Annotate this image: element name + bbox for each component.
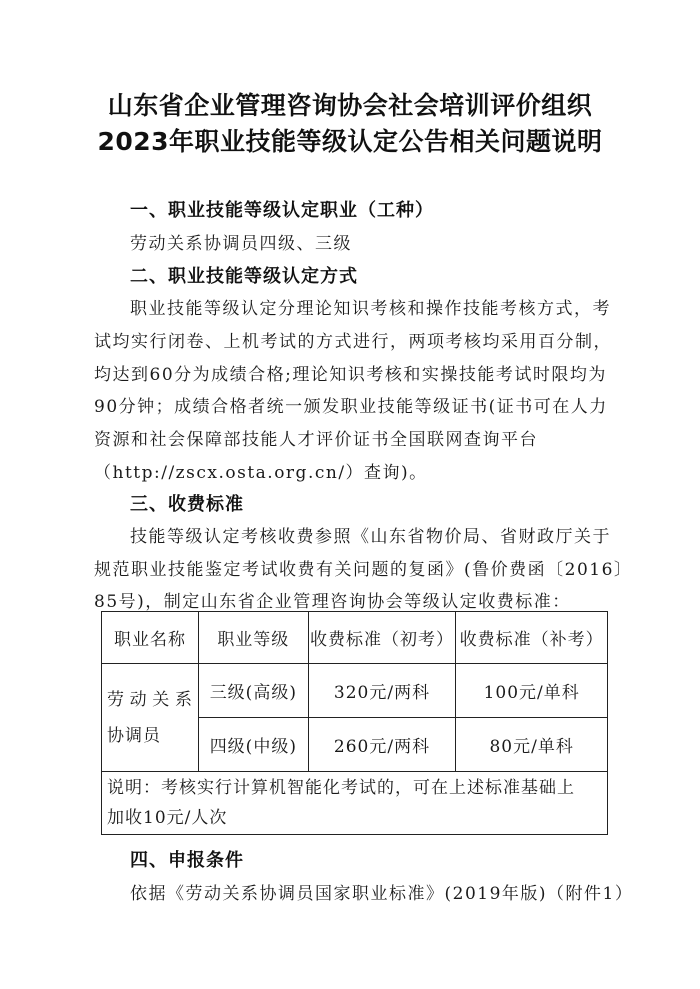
section2-line: 职业技能等级认定分理论知识考核和操作技能考核方式，考 xyxy=(130,299,611,319)
occupation-name xyxy=(107,682,193,754)
section2-line: 90分钟；成绩合格者统一颁发职业技能等级证书(证书可在人力 xyxy=(94,397,608,417)
fee-table xyxy=(101,611,608,835)
document-title-line2: 2023年职业技能等级认定公告相关问题说明 xyxy=(97,127,603,156)
section2-line: 试均实行闭卷、上机考试的方式进行，两项考核均采用百分制， xyxy=(94,332,612,352)
level-cell: 三级(高级) xyxy=(198,664,308,718)
table-header-cell: 职业等级 xyxy=(198,612,308,664)
section2-line: 均达到60分为成绩合格;理论知识考核和实操技能考试时限均为 xyxy=(94,365,607,385)
section3-line: 规范职业技能鉴定考试收费有关问题的复函》(鲁价费函〔2016〕 xyxy=(94,560,633,580)
section1-heading: 一、职业技能等级认定职业（工种） xyxy=(130,200,434,221)
occupation-cell xyxy=(102,664,199,772)
section3-line: 技能等级认定考核收费参照《山东省物价局、省财政厅关于 xyxy=(130,527,611,547)
table-header-cell: 收费标准（补考） xyxy=(456,612,608,664)
fee-table-header-row xyxy=(102,612,608,664)
table-header-cell: 职业名称 xyxy=(102,612,199,664)
table-note-cell xyxy=(102,772,608,835)
table-header-cell: 收费标准（初考） xyxy=(308,612,456,664)
initial-fee-cell: 320元/两科 xyxy=(308,664,456,718)
table-note-row xyxy=(102,772,608,835)
makeup-fee-cell: 80元/单科 xyxy=(456,718,608,772)
section4-text: 依据《劳动关系协调员国家职业标准》(2019年版)（附件1） xyxy=(130,884,634,904)
table-note-line1: 说明：考核实行计算机智能化考试的，可在上述标准基础上 xyxy=(107,778,575,798)
initial-fee-cell: 260元/两科 xyxy=(308,718,456,772)
occupation-name-line1: 劳动关系 xyxy=(106,689,193,710)
level-cell: 四级(中级) xyxy=(198,718,308,772)
makeup-fee-cell: 100元/单科 xyxy=(456,664,608,718)
section2-line: （http://zscx.osta.org.cn/）查询)。 xyxy=(94,463,428,483)
table-note-line2: 加收10元/人次 xyxy=(107,808,228,828)
section3-heading: 三、收费标准 xyxy=(130,494,244,515)
section2-line: 资源和社会保障部技能人才评价证书全国联网查询平台 xyxy=(94,430,538,450)
document-title-line1: 山东省企业管理咨询协会社会培训评价组织 xyxy=(107,91,593,120)
section4-heading: 四、申报条件 xyxy=(130,850,244,871)
table-row xyxy=(102,664,608,718)
section3-line: 85号)，制定山东省企业管理咨询协会等级认定收费标准： xyxy=(94,592,571,612)
section1-text: 劳动关系协调员四级、三级 xyxy=(130,234,352,254)
occupation-name-line2: 协调员 xyxy=(106,725,161,746)
section2-heading: 二、职业技能等级认定方式 xyxy=(130,266,358,287)
